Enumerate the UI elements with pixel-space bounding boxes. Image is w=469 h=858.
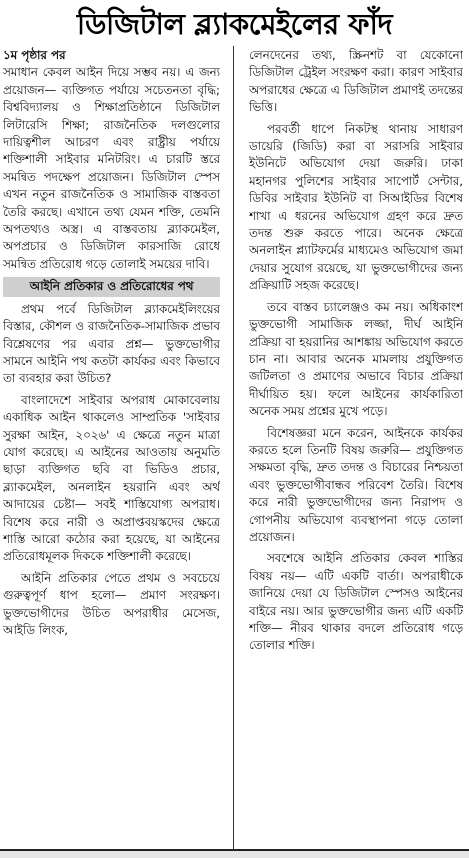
column-divider bbox=[233, 46, 234, 850]
article-paragraph: বাংলাদেশে সাইবার অপরাধ মোকাবেলায় একাধিক আইন থাকলেও সাম্প্রতিক 'সাইবার সুরক্ষা আইন, ২০২৬' এ ক্ষেত্রে নতুন মাত্রা যোগ করেছে। এ আইনের আওতায় অনুমতি ছাড়া ব্যক্তিগত ছবি বা ভিডিও প্রচার, ব্ল্যাকমেইল, অনলাইন হয়রানি এবং অর্থ আদায়ের চেষ্টা— সবই শাস্তিযোগ্য অপরাধ। বিশেষ করে নারী ও অপ্রাপ্তবয়স্কদের ক্ষেত্রে শাস্তি আরো কঠোর করা হয়েছে, যা আইনের প্রতিরোধমূলক দিককে শক্তিশালী করেছে। bbox=[3, 392, 220, 564]
article-paragraph: পরবর্তী ধাপে নিকটস্থ থানায় সাধারণ ডায়েরি (জিডি) করা বা সরাসরি সাইবার ইউনিটে অভিযোগ দেয়া জরুরি। ঢাকা মহানগর পুলিশের সাইবার সাপোর্ট সেন্টার, ডিবির সাইবার ইউনিট বা সিআইডির বিশেষ শাখা এ ধরনের অভিযোগ গ্রহণ করে দ্রুত তদন্ত শুরু করতে পারে। অনেক ক্ষেত্রে অনলাইন প্ল্যাটফর্মের মাধ্যমেও অভিযোগ জমা দেয়ার সুযোগ রয়েছে, যা ভুক্তভোগীদের জন্য প্রক্রিয়াটি সহজ করেছে। bbox=[249, 121, 463, 293]
section-subheading: আইনি প্রতিকার ও প্রতিরোধের পথ bbox=[3, 277, 220, 296]
next-article-strip bbox=[0, 849, 469, 858]
article-headline: ডিজিটাল ব্ল্যাকমেইলের ফাঁদ bbox=[76, 7, 393, 41]
article-paragraph: বিশেষজ্ঞরা মনে করেন, আইনকে কার্যকর করতে হলে তিনটি বিষয় জরুরি— প্রযুক্তিগত সক্ষমতা বৃদ্ধি, দ্রুত তদন্ত ও বিচারের নিশ্চয়তা এবং ভুক্তভোগীবান্ধব পরিবেশ তৈরি। বিশেষ করে নারী ভুক্তভোগীদের জন্য নিরাপদ ও গোপনীয় অভিযোগ ব্যবস্থাপনা গড়ে তোলা প্রয়োজন। bbox=[249, 425, 463, 544]
article-paragraph: আইনি প্রতিকার পেতে প্রথম ও সবচেয়ে গুরুত্বপূর্ণ ধাপ হলো— প্রমাণ সংরক্ষণ। ভুক্তভোগীদের উচিত অপরাধীর মেসেজ, আইডি লিংক, bbox=[3, 570, 220, 637]
article-paragraph: লেনদেনের তথ্য, স্ক্রিনশট বা যেকোনো ডিজিটাল ট্রেইল সংরক্ষণ করা। কারণ সাইবার অপরাধের ক্ষেত্রে এ ডিজিটাল প্রমাণই তদন্তের ভিত্তি। bbox=[249, 48, 463, 115]
article-column-left bbox=[3, 47, 220, 850]
article-paragraph: প্রথম পর্বে ডিজিটাল ব্ল্যাকমেইলিংয়ের বিস্তার, কৌশল ও রাজনৈতিক-সামাজিক প্রভাব বিশ্লেষণের পর এবার প্রশ্ন— ভুক্তভোগীর সামনে আইনি পথ কতটা কার্যকর এবং কিভাবে তা ব্যবহার করা উচিত? bbox=[3, 301, 220, 386]
continued-from-label: ১ম পৃষ্ঠার পর bbox=[3, 48, 66, 62]
article-paragraph: সবশেষে আইনি প্রতিকার কেবল শাস্তির বিষয় নয়— এটি একটি বার্তা। অপরাধীকে জানিয়ে দেয়া যে ডিজিটাল স্পেসও আইনের বাইরে নয়। আর ভুক্তভোগীর জন্য এটি একটি শক্তি— নীরব থাকার বদলে প্রতিরোধ গড়ে তোলার শক্তি। bbox=[249, 551, 463, 653]
article-column-right bbox=[249, 47, 463, 850]
paragraph-text: সমাধান কেবল আইন দিয়ে সম্ভব নয়। এ জন্য প্রয়োজন— ব্যক্তিগত পর্যায়ে সচেতনতা বৃদ্ধি; বিশ্ববিদ্যালয় ও শিক্ষাপ্রতিষ্ঠানে ডিজিটাল লিটারেসি শিক্ষা; রাজনৈতিক দলগুলোর দায়িত্বশীল আচরণ এবং রাষ্ট্রীয় পর্যায়ে শক্তিশালী সাইবার মনিটরিং। এ চারটি স্তরে সমন্বিত পদক্ষেপ প্রয়োজন। ডিজিটাল স্পেস এখন নতুন রাজনৈতিক ও সামাজিক বাস্তবতা তৈরি করছে। এখানে তথ্য যেমন শক্তি, তেমনি অপতথ্যও অস্ত্র। এ বাস্তবতায় ব্ল্যাকমেইল, অপপ্রচার ও ডিজিটাল কারসাজি রোধে সমন্বিত প্রতিরোধ গড়ে তোলাই সময়ের দাবি। bbox=[3, 65, 220, 271]
article-paragraph: তবে বাস্তব চ্যালেঞ্জও কম নয়। অধিকাংশ ভুক্তভোগী সামাজিক লজ্জা, দীর্ঘ আইনি প্রক্রিয়া বা হয়রানির আশঙ্কায় অভিযোগ করতে চান না। আবার অনেক মামলায় প্রযুক্তিগত জটিলতা ও প্রমাণের অভাবে বিচার প্রক্রিয়া দীর্ঘায়িত হয়। ফলে আইনের কার্যকারিতা অনেক সময় প্রশ্নের মুখে পড়ে। bbox=[249, 299, 463, 419]
article-paragraph bbox=[3, 47, 220, 273]
